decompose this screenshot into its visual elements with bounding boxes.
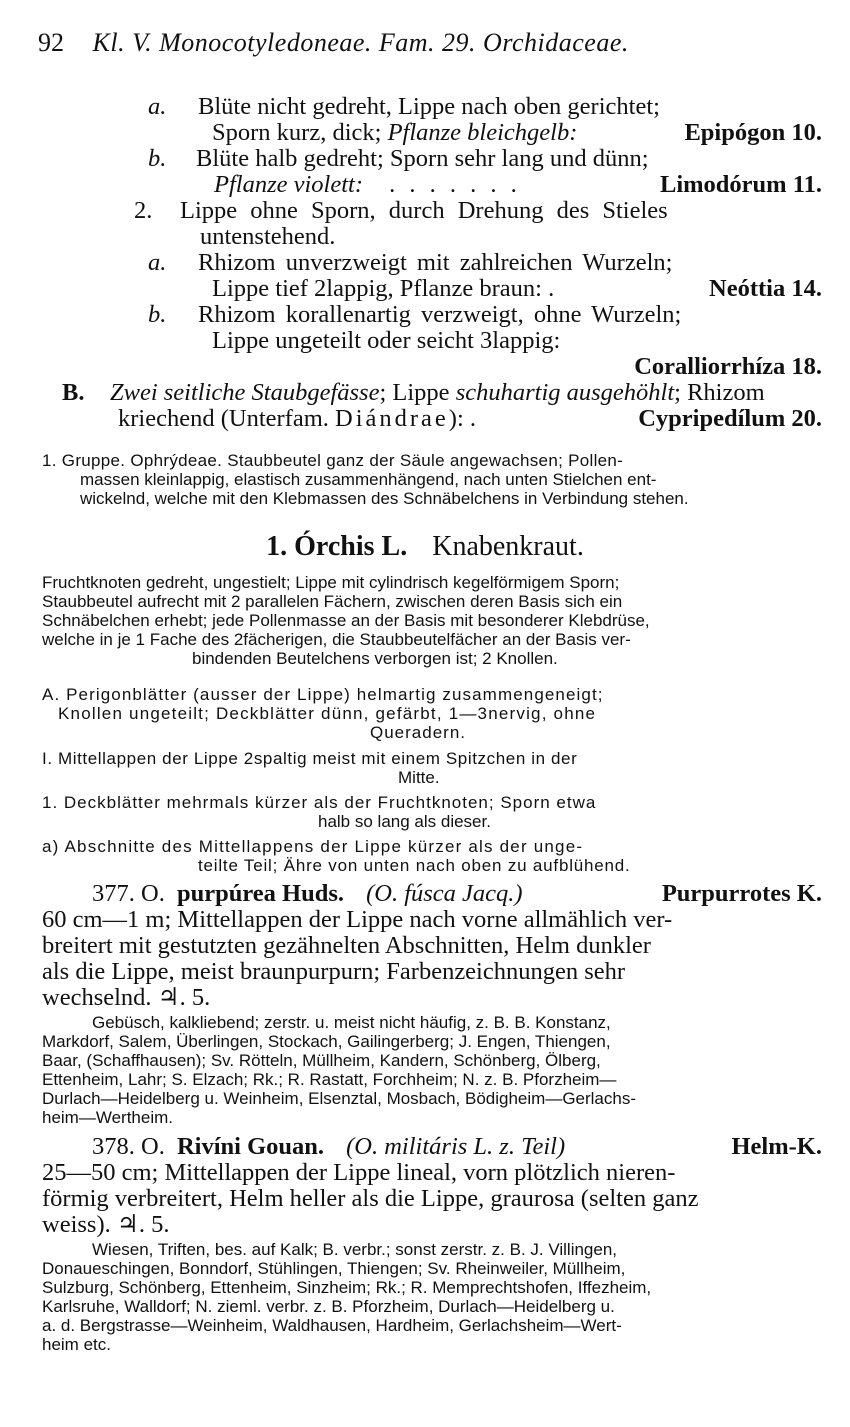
genus-coralliorrhiza: Coralliorrhíza 18. (634, 353, 822, 380)
running-title: Kl. V. Monocotyledoneae. Fam. 29. Orchidaceae. (92, 28, 629, 57)
key-n2-line1: 2. Lippe ohne Sporn, durch Drehung des Stieles (134, 197, 668, 224)
key-a1-line1: a. Blüte nicht gedreht, Lippe nach oben gerichtet; (148, 93, 660, 120)
book-page: 92 Kl. V. Monocotyledoneae. Fam. 29. Orchidaceae. a. Blüte nicht gedreht, Lippe nach oben gerichtet; Sporn kurz, dick; Pflanze bleichgelb: Epipógon 10. b. Blüte halb gedreht; Sporn sehr lang und dünn; Pflanze violett: . . . . . . . Limodórum 11. 2. Lippe ohne Sporn, durch Drehung des Stieles untenstehend. a. Rhizom unverzweigt mit zahlreichen Wurzeln; Lippe tief 2lappig, Pflanze braun: . Neóttia 14. b. Rhizom korallenartig verzweigt, ohne Wurzeln; Lippe ungeteilt oder seicht 3lappig: Coralliorrhíza 18. B. Zwei seitliche Staubgefässe; Lippe schuhartig ausgehöhlt; Rhizom kriechend (Unterfam. Diándrae): . Cypripedílum 20. 1. Gruppe. Ophrýdeae. Staubbeutel ganz der Säule angewachsen; Pollen- massen kleinlappig, elastisch zusammenhängend, nach unten Stielchen ent- wickelnd, welche mit den Klebmassen des Schnäbelchens in Verbindung stehen. 1. Órchis L. Knabenkraut. Fruchtknoten gedreht, ungestielt; Lippe mit cylindrisch kegelförmigem Sporn; Staubbeutel aufrecht mit 2 parallelen Fächern, zwischen deren Basis sich ein Schnäbelchen erhebt; jede Pollenmasse an der Basis mit besonderer Klebdrüse, welche in je 1 Fache des 2fächerigen, die Staubbeutelfächer an der Basis ver- bindenden Beutelchens verborgen ist; 2 Knollen. A. Perigonblätter (ausser der Lippe) helmartig zusammengeneigt; Knollen ungeteilt; Deckblätter dünn, gefärbt, 1—3nervig, ohne Queradern. I. Mittellappen der Lippe 2spaltig meist mit einem Spitzchen in der Mitte. 1. Deckblätter mehrmals kürzer als der Fruchtknoten; Sporn etwa halb so lang als dieser. a) Abschnitte des Mittellappens der Lippe kürzer als der unge- teilte Teil; Ähre von unten nach oben zu aufblühend. 377. O. purpúrea Huds. (O. fúsca Jacq.) Purpurrotes K. 60 cm—1 m; Mittellappen der Lippe nach vorne allmählich ver- breitert mit gestutzten gezähnelten Abschnitten, Helm dunkler als die Lippe, meist braunpurpurn; Farbenzeichnungen sehr wechselnd. ♃. 5. Gebüsch, kalkliebend; zerstr. u. meist nicht häufig, z. B. B. Konstanz, Markdorf, Salem, Überlingen, Stockach, Gailingerberg; J. Engen, Thiengen, Baar, (Schaffhausen); Sv. Rötteln, Müllheim, Kandern, Schönberg, Ölberg, Ettenheim, Lahr; S. Elzach; Rk.; R. Rastatt, Forchheim; N. z. B. Pforzheim— Durlach—Heidelberg u. Weinheim, Elsenztal, Mosbach, Bödigheim—Gerlachs- heim—Wertheim. 378. O. Rivíni Gouan. (O. militáris L. z. Teil) Helm-K. 25—50 cm; Mittellappen der Lippe lineal, vorn plötzlich nieren- förmig verbreitert, Helm heller als die Lippe, graurosa (selten ganz weiss). ♃. 5. Wiesen, Triften, bes. auf Kalk; B. verbr.; sonst zerstr. z. B. J. Villingen, Donaueschingen, Bonndorf, Stühlingen, Thiengen; Sv. Rheinweiler, Müllheim, Sulzburg, Schönberg, Ettenheim, Sinzheim; Rk.; R. Memprechtshofen, Iffezheim, Karlsruhe, Walldorf; N. zieml. verbr. z. B. Pforzheim, Durlach—Heidelberg u. a. d. Bergstrasse—Weinheim, Waldhausen, Hardheim, Gerlachsheim—Wert- heim etc. (0, 0, 850, 1427)
species-377-heading: 377. O. purpúrea Huds. (O. fúsca Jacq.) Purpurrotes K. (92, 880, 822, 907)
key-B-line1: B. Zwei seitliche Staubgefässe; Lippe schuhartig ausgehöhlt; Rhizom (62, 379, 765, 406)
page-number: 92 (38, 28, 64, 57)
genus-limodorum: Limodórum 11. (660, 171, 822, 198)
key-a1-line2: Sporn kurz, dick; Pflanze bleichgelb: Epipógon 10. (212, 119, 822, 146)
species-378-common-name: Helm-K. (731, 1133, 822, 1160)
key-B-line2: kriechend (Unterfam. Diándrae): . Cypripedílum 20. (118, 405, 822, 432)
genus-epipogon: Epipógon 10. (684, 119, 822, 146)
species-378-heading: 378. O. Rivíni Gouan. (O. militáris L. z. Teil) Helm-K. (92, 1133, 822, 1160)
species-377-common-name: Purpurrotes K. (661, 880, 822, 907)
genus-neottia: Neóttia 14. (709, 275, 822, 302)
genus-heading: 1. Órchis L. Knabenkraut. (266, 531, 584, 562)
key-b2-line2: Lippe ungeteilt oder seicht 3lappig: (212, 327, 561, 354)
key-a2-line1: a. Rhizom unverzweigt mit zahlreichen Wurzeln; (148, 249, 673, 276)
running-header (38, 28, 820, 68)
genus-cypripedilum: Cypripedílum 20. (638, 405, 822, 432)
key-b1-line2: Pflanze violett: . . . . . . . Limodórum 11. (214, 171, 822, 198)
key-b1-line1: b. Blüte halb gedreht; Sporn sehr lang und dünn; (148, 145, 649, 172)
key-b2-line1: b. Rhizom korallenartig verzweigt, ohne Wurzeln; (148, 301, 682, 328)
key-a2-line2: Lippe tief 2lappig, Pflanze braun: . Neóttia 14. (212, 275, 822, 302)
key-n2-line2: untenstehend. (200, 223, 336, 250)
